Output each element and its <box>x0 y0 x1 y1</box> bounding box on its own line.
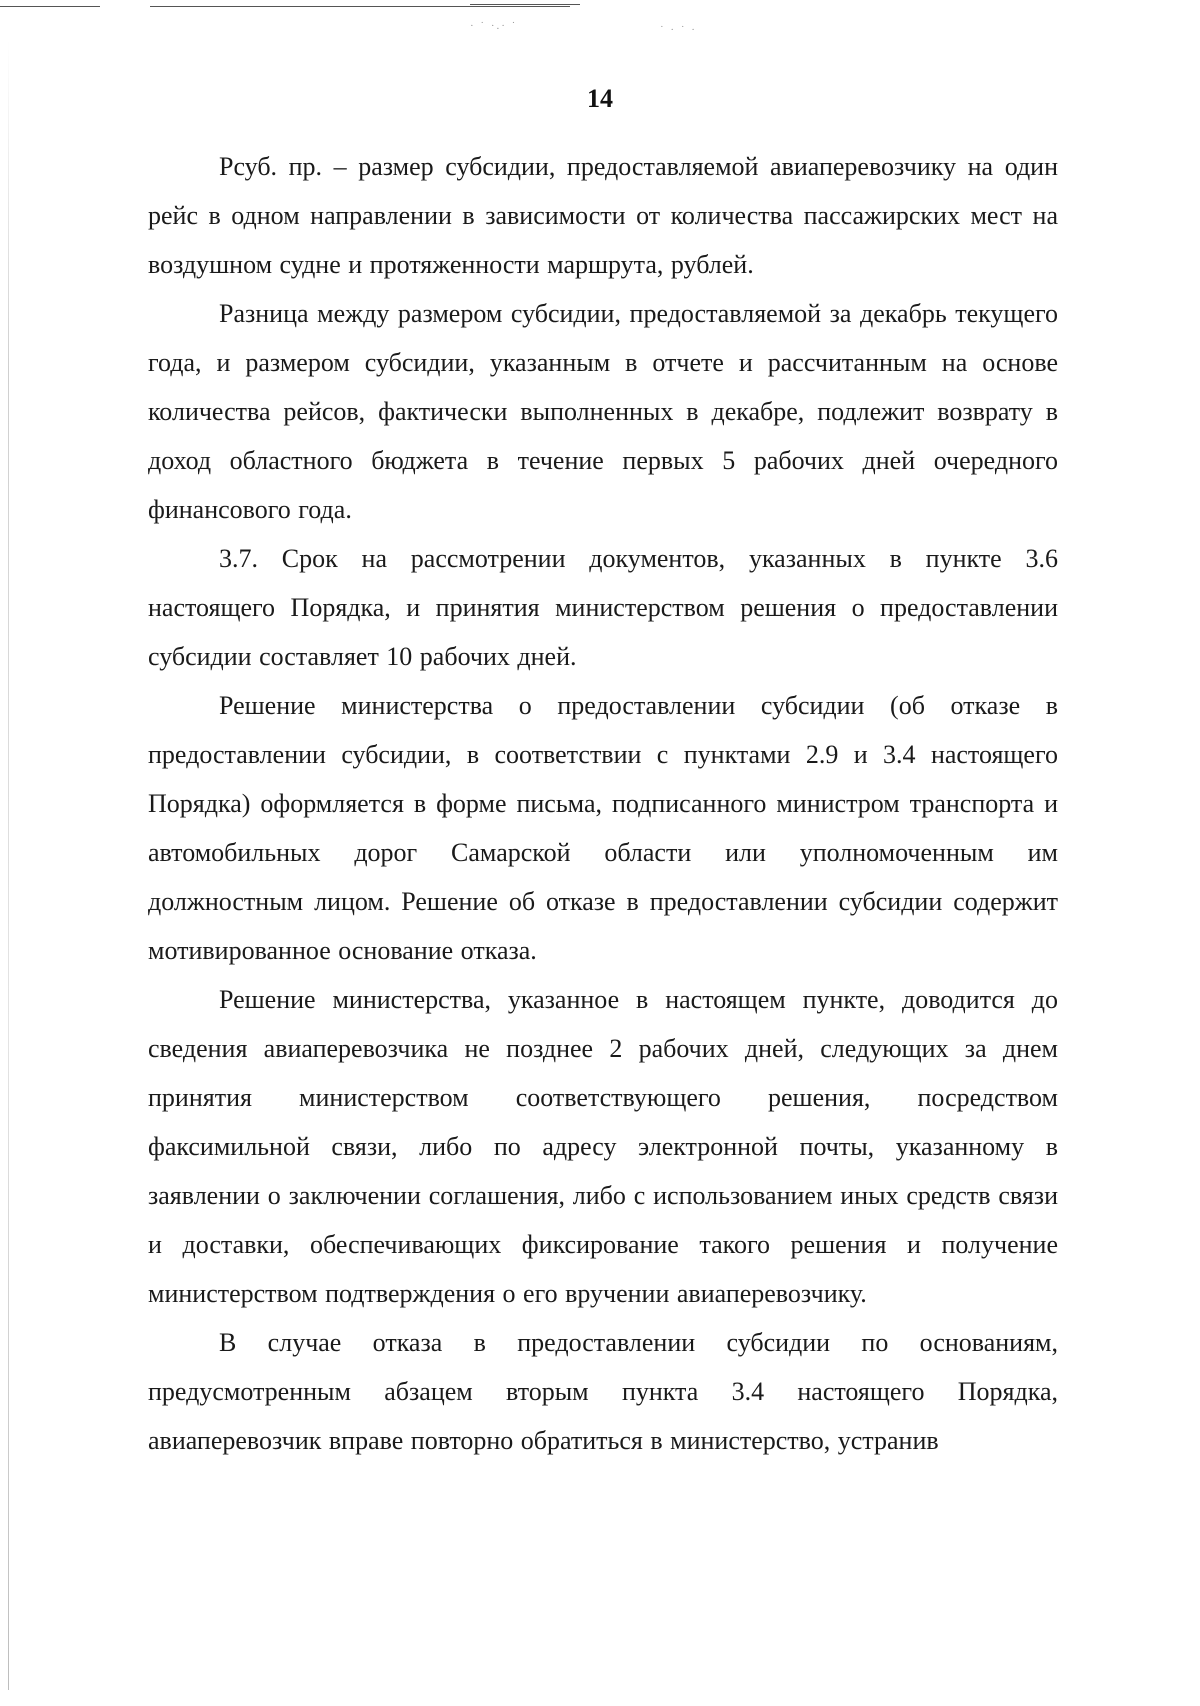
page-number: 14 <box>587 84 613 113</box>
scan-top-rule <box>0 6 100 7</box>
document-body <box>148 142 1058 1465</box>
paragraph-definition: Рсуб. пр. – размер субсидии, предоставляемой авиаперевозчику на один рейс в одном направлении в зависимости от количества пассажирских мест на воздушном судне и протяженности маршрута, рублей. <box>148 152 1058 279</box>
paragraph-decision-notice: Решение министерства, указанное в настоящем пункте, доводится до сведения авиаперевозчика не позднее 2 рабочих дней, следующих за днем принятия министерством соответствующего решения, посредством факсимильной связи, либо по адресу электронной почты, указанному в заявлении о заключении соглашения, либо с использованием иных средств связи и доставки, обеспечивающих фиксирование такого решения и получение министерством подтверждения о его вручении авиаперевозчику. <box>148 985 1058 1308</box>
paragraph-refusal-reapply: В случае отказа в предоставлении субсидии по основаниям, предусмотренным абзацем вторым пункта 3.4 настоящего Порядка, авиаперевозчик вправе повторно обратиться в министерство, устранив <box>148 1328 1058 1455</box>
paragraph-difference: Разница между размером субсидии, предоставляемой за декабрь текущего года, и размером субсидии, указанным в отчете и рассчитанным на основе количества рейсов, фактически выполненных в декабре, подлежит возврату в доход областного бюджета в течение первых 5 рабочих дней очередного финансового года. <box>148 299 1058 524</box>
scan-top-rule <box>150 6 570 7</box>
scan-artifact: ˙ · ˙ · <box>660 24 697 36</box>
scan-left-edge <box>8 40 9 1690</box>
paragraph-decision-form: Решение министерства о предоставлении субсидии (об отказе в предоставлении субсидии, в соответствии с пунктами 2.9 и 3.4 настоящего Порядка) оформляется в форме письма, подписанного министром транспорта и автомобильных дорог Самарской области или уполномоченным им должностным лицом. Решение об отказе в предоставлении субсидии содержит мотивированное основание отказа. <box>148 691 1058 965</box>
scan-top-rule <box>470 4 580 5</box>
scan-artifact: · ˙ ·.· ˙ <box>470 20 518 32</box>
paragraph-3-7: 3.7. Срок на рассмотрении документов, указанных в пункте 3.6 настоящего Порядка, и принятия министерством решения о предоставлении субсидии составляет 10 рабочих дней. <box>148 544 1058 671</box>
